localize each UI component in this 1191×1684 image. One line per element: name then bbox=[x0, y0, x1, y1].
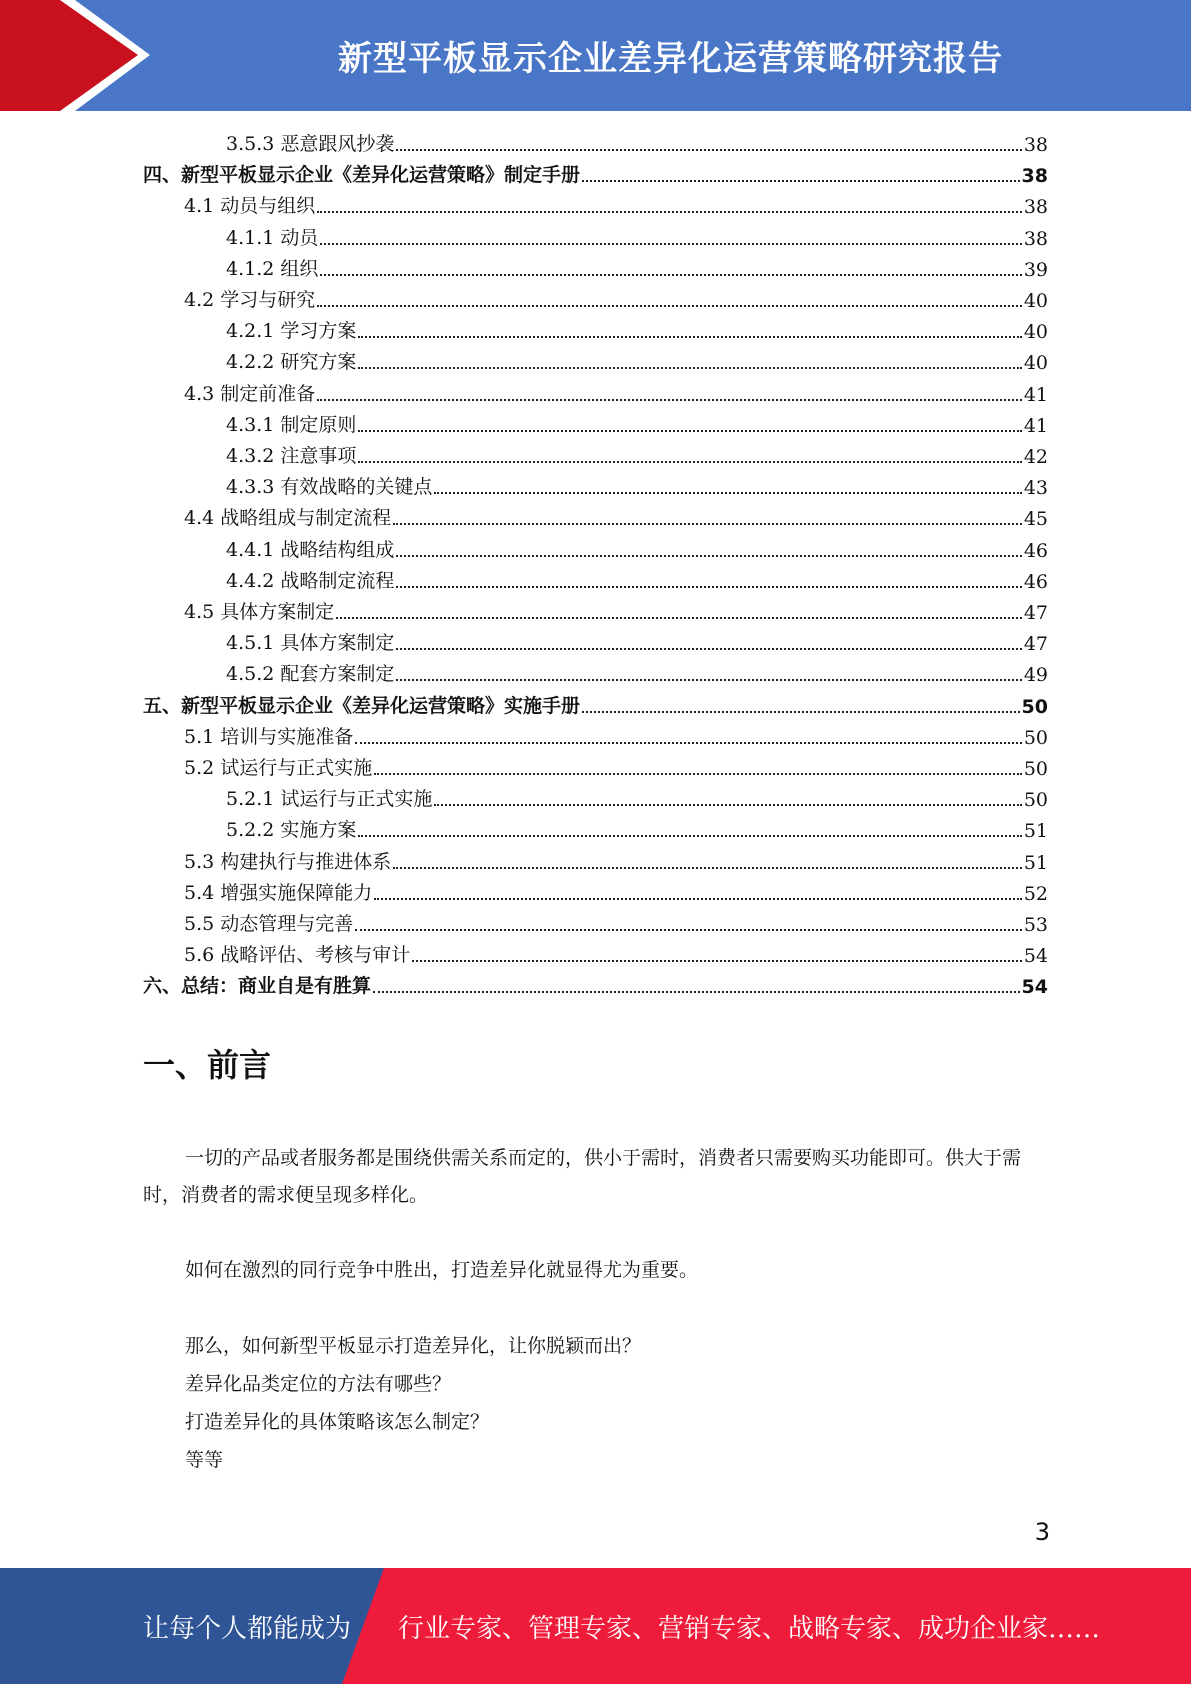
toc-entry-label: 4.4.2 战略制定流程 bbox=[226, 569, 395, 592]
toc-dot-leader bbox=[582, 180, 1020, 182]
red-chevron-decoration bbox=[0, 0, 160, 111]
toc-entry-label: 5.1 培训与实施准备 bbox=[184, 725, 354, 748]
toc-dot-leader bbox=[396, 149, 1021, 151]
toc-entry-label: 4.2.2 研究方案 bbox=[226, 351, 357, 374]
toc-entry[interactable] bbox=[184, 378, 1048, 406]
toc-entry-page: 45 bbox=[1023, 508, 1048, 531]
toc-entry[interactable] bbox=[226, 409, 1048, 437]
toc-entry-label: 5.3 构建执行与推进体系 bbox=[184, 850, 392, 873]
question-line: 等等 bbox=[185, 1449, 224, 1471]
toc-dot-leader bbox=[336, 617, 1022, 619]
toc-dot-leader bbox=[358, 430, 1021, 432]
toc-entry-page: 38 bbox=[1021, 165, 1048, 188]
toc-dot-leader bbox=[582, 711, 1020, 713]
toc-dot-leader bbox=[412, 960, 1022, 962]
toc-entry[interactable] bbox=[184, 752, 1048, 780]
toc-dot-leader bbox=[358, 835, 1021, 837]
toc-entry-page: 42 bbox=[1023, 446, 1048, 468]
toc-entry-label: 5.5 动态管理与完善 bbox=[184, 913, 354, 935]
toc-dot-leader bbox=[358, 367, 1021, 369]
toc-entry-page: 47 bbox=[1023, 633, 1048, 656]
toc-entry[interactable] bbox=[226, 222, 1048, 250]
toc-dot-leader bbox=[355, 929, 1022, 931]
toc-entry-page: 38 bbox=[1023, 196, 1048, 219]
toc-dot-leader bbox=[396, 555, 1021, 557]
toc-entry[interactable] bbox=[226, 783, 1048, 811]
toc-entry-page: 54 bbox=[1021, 976, 1048, 999]
toc-entry-label: 六、总结：商业自是有胜算 bbox=[143, 975, 372, 998]
toc-entry[interactable] bbox=[184, 908, 1048, 936]
toc-entry-label: 4.5.1 具体方案制定 bbox=[226, 632, 395, 655]
toc-entry-page: 50 bbox=[1023, 758, 1048, 780]
toc-entry[interactable] bbox=[143, 159, 1048, 187]
toc-dot-leader bbox=[320, 243, 1021, 245]
toc-dot-leader bbox=[396, 586, 1021, 588]
toc-entry-label: 4.5 具体方案制定 bbox=[184, 601, 335, 623]
toc-entry-label: 4.5.2 配套方案制定 bbox=[226, 663, 395, 686]
footer-slogan-right: 行业专家、管理专家、营销专家、战略专家、成功企业家…… bbox=[398, 1613, 1101, 1644]
toc-entry-page: 38 bbox=[1023, 227, 1048, 250]
toc-dot-leader bbox=[355, 742, 1022, 744]
toc-entry[interactable] bbox=[143, 690, 1048, 718]
section-heading: 一、前言 bbox=[143, 1046, 272, 1084]
toc-entry-page: 54 bbox=[1023, 945, 1048, 968]
toc-dot-leader bbox=[393, 867, 1022, 869]
toc-dot-leader bbox=[396, 679, 1021, 681]
toc-entry[interactable] bbox=[226, 440, 1048, 468]
toc-entry-label: 4.1.2 组织 bbox=[226, 257, 319, 280]
toc-entry[interactable] bbox=[226, 627, 1048, 655]
toc-entry-page: 50 bbox=[1023, 789, 1048, 812]
toc-entry[interactable] bbox=[143, 970, 1048, 998]
toc-entry-label: 4.3.1 制定原则 bbox=[226, 413, 357, 436]
toc-entry-label: 5.2.2 实施方案 bbox=[226, 819, 357, 842]
toc-entry-page: 39 bbox=[1023, 258, 1048, 281]
report-title: 新型平板显示企业差异化运营策略研究报告 bbox=[338, 39, 1003, 79]
toc-dot-leader bbox=[373, 991, 1020, 993]
toc-dot-leader bbox=[317, 399, 1022, 401]
page-header bbox=[0, 0, 1191, 111]
toc-entry-label: 5.6 战略评估、考核与审计 bbox=[184, 944, 411, 967]
toc-dot-leader bbox=[393, 523, 1022, 525]
page-footer bbox=[0, 1568, 1191, 1684]
toc-entry-label: 5.4 增强实施保障能力 bbox=[184, 881, 373, 904]
toc-entry[interactable] bbox=[226, 253, 1048, 281]
toc-dot-leader bbox=[358, 461, 1021, 463]
toc-entry-page: 43 bbox=[1023, 477, 1048, 500]
toc-dot-leader bbox=[374, 773, 1022, 775]
toc-entry[interactable] bbox=[226, 814, 1048, 842]
toc-entry-page: 38 bbox=[1023, 134, 1048, 156]
toc-entry[interactable] bbox=[184, 596, 1048, 624]
toc-entry-page: 51 bbox=[1023, 851, 1048, 874]
toc-entry[interactable] bbox=[184, 721, 1048, 749]
toc-entry-label: 4.3.3 有效战略的关键点 bbox=[226, 476, 433, 499]
toc-entry[interactable] bbox=[226, 658, 1048, 686]
toc-dot-leader bbox=[434, 804, 1021, 806]
toc-entry-page: 50 bbox=[1021, 695, 1048, 718]
toc-entry-label: 3.5.3 恶意跟风抄袭 bbox=[226, 133, 395, 155]
toc-entry-label: 4.1 动员与组织 bbox=[184, 195, 316, 218]
toc-entry-page: 40 bbox=[1023, 290, 1048, 312]
toc-entry[interactable] bbox=[226, 565, 1048, 593]
toc-entry-label: 四、新型平板显示企业《差异化运营策略》制定手册 bbox=[143, 164, 581, 187]
toc-entry-page: 46 bbox=[1023, 570, 1048, 593]
paragraph-differentiation: 如何在激烈的同行竞争中胜出，打造差异化就显得尤为重要。 bbox=[185, 1259, 699, 1281]
footer-slogan-left: 让每个人都能成为 bbox=[143, 1613, 352, 1644]
toc-dot-leader bbox=[396, 648, 1021, 650]
toc-entry-page: 50 bbox=[1023, 726, 1048, 749]
question-line: 差异化品类定位的方法有哪些？ bbox=[185, 1373, 452, 1395]
toc-entry-page: 41 bbox=[1023, 383, 1048, 406]
toc-entry-page: 46 bbox=[1023, 539, 1048, 562]
toc-entry[interactable] bbox=[226, 471, 1048, 499]
question-line: 打造差异化的具体策略该怎么制定？ bbox=[185, 1411, 490, 1433]
toc-entry[interactable] bbox=[184, 190, 1048, 218]
toc-entry[interactable] bbox=[226, 534, 1048, 562]
toc-entry[interactable] bbox=[184, 284, 1048, 312]
toc-entry[interactable] bbox=[226, 346, 1048, 374]
page-number: 3 bbox=[1034, 1518, 1050, 1546]
toc-entry[interactable] bbox=[184, 877, 1048, 905]
toc-entry-label: 5.2 试运行与正式实施 bbox=[184, 757, 373, 779]
toc-entry-page: 40 bbox=[1023, 352, 1048, 375]
toc-entry[interactable] bbox=[226, 128, 1048, 156]
toc-entry-label: 4.1.1 动员 bbox=[226, 226, 319, 249]
toc-entry-page: 51 bbox=[1023, 820, 1048, 843]
toc-entry-page: 52 bbox=[1023, 882, 1048, 905]
toc-entry-label: 4.4 战略组成与制定流程 bbox=[184, 507, 392, 530]
toc-dot-leader bbox=[434, 492, 1021, 494]
question-line: 那么，如何新型平板显示打造差异化，让你脱颖而出？ bbox=[185, 1335, 642, 1357]
toc-entry[interactable] bbox=[184, 502, 1048, 530]
toc-entry-label: 4.3.2 注意事项 bbox=[226, 445, 357, 467]
toc-entry-label: 五、新型平板显示企业《差异化运营策略》实施手册 bbox=[143, 694, 581, 717]
toc-entry-page: 41 bbox=[1023, 414, 1048, 437]
toc-entry[interactable] bbox=[184, 846, 1048, 874]
toc-entry[interactable] bbox=[184, 939, 1048, 967]
toc-entry-label: 5.2.1 试运行与正式实施 bbox=[226, 788, 433, 811]
toc-entry-label: 4.2.1 学习方案 bbox=[226, 320, 357, 343]
toc-entry[interactable] bbox=[226, 315, 1048, 343]
toc-dot-leader bbox=[374, 898, 1022, 900]
toc-dot-leader bbox=[317, 305, 1022, 307]
toc-dot-leader bbox=[317, 211, 1022, 213]
toc-dot-leader bbox=[320, 274, 1021, 276]
toc-entry-page: 53 bbox=[1023, 914, 1048, 936]
toc-entry-label: 4.3 制定前准备 bbox=[184, 382, 316, 405]
toc-dot-leader bbox=[358, 336, 1021, 338]
toc-entry-page: 40 bbox=[1023, 321, 1048, 344]
toc-entry-label: 4.4.1 战略结构组成 bbox=[226, 538, 395, 561]
toc-entry-label: 4.2 学习与研究 bbox=[184, 289, 316, 311]
toc-entry-page: 49 bbox=[1023, 664, 1048, 687]
toc-entry-page: 47 bbox=[1023, 602, 1048, 624]
paragraph-supply-demand: 一切的产品或者服务都是围绕供需关系而定的，供小于需时，消费者只需要购买功能即可。供大于需时，消费者的需求便呈现多样化。 bbox=[143, 1147, 1022, 1206]
